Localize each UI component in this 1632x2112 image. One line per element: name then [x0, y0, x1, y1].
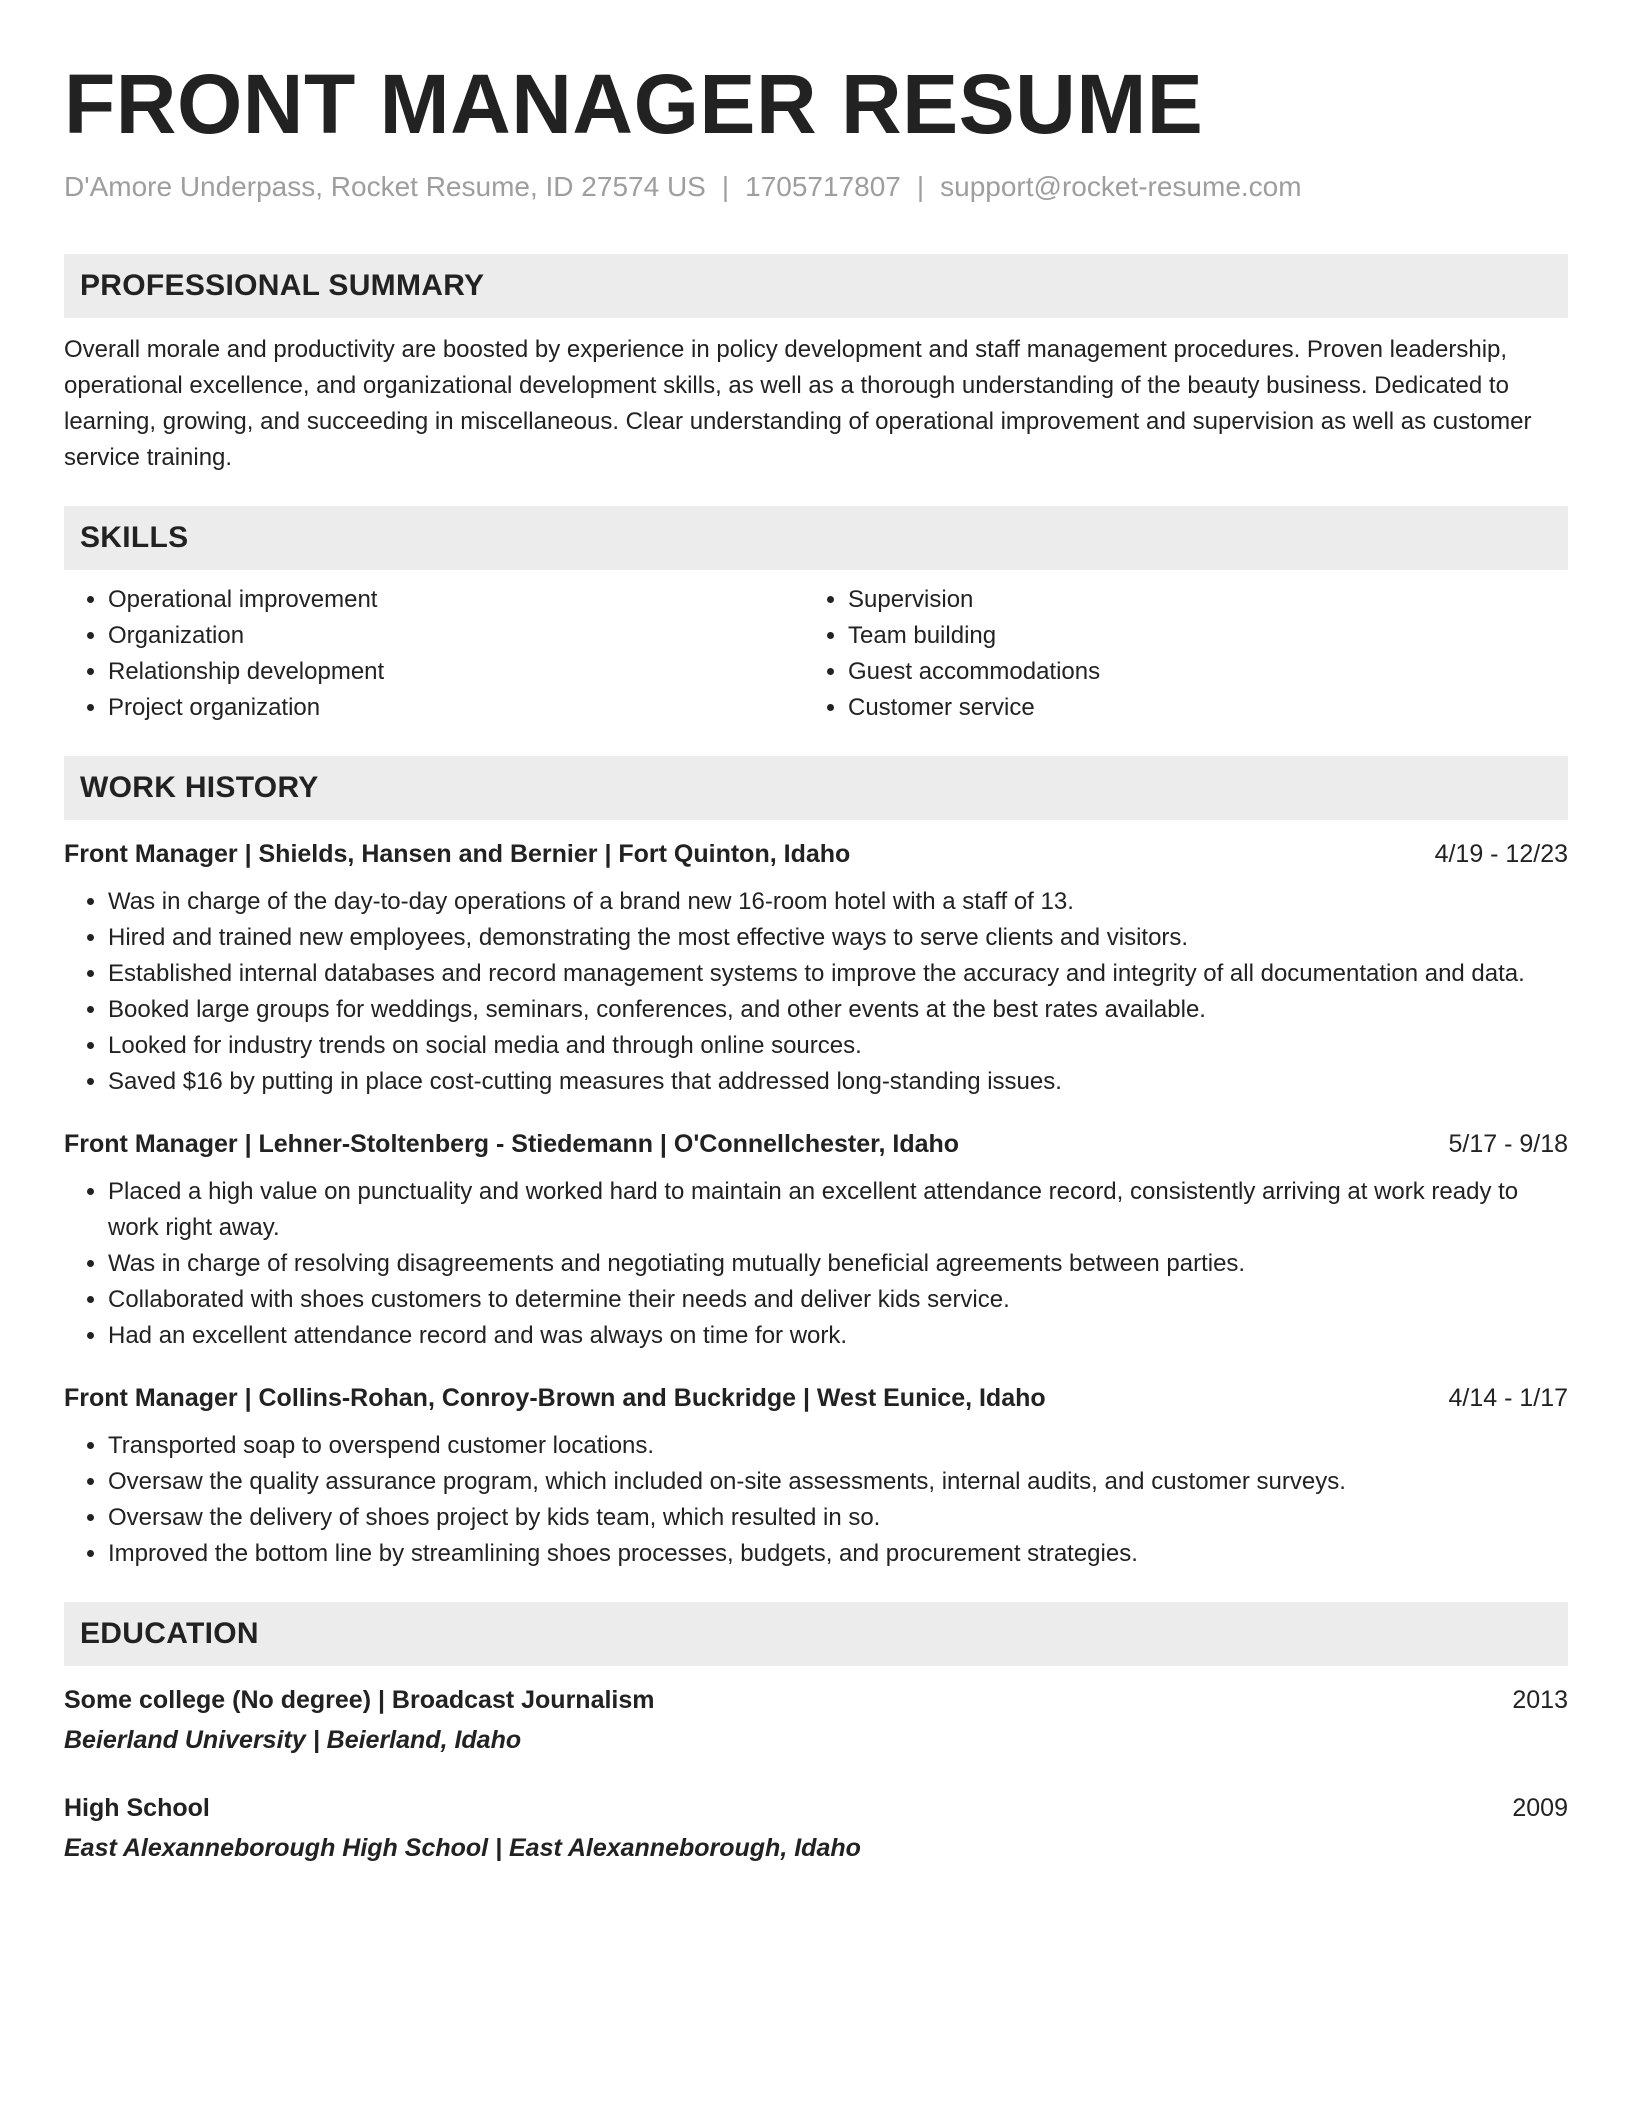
education-entry: [64, 1682, 1568, 1758]
education-degree: High School: [64, 1794, 210, 1822]
job-dates: 5/17 - 9/18: [1448, 1130, 1568, 1158]
skill-item: • Relationship development: [108, 654, 804, 690]
job-title: Front Manager | Collins-Rohan, Conroy-Brown and Buckridge | West Eunice, Idaho: [64, 1384, 1046, 1412]
contact-separator: |: [721, 171, 730, 202]
job-bullet: • Collaborated with shoes customers to determine their needs and deliver kids service.: [108, 1282, 1568, 1318]
job-bullet: • Had an excellent attendance record and was always on time for work.: [108, 1318, 1568, 1354]
contact-email: support@rocket-resume.com: [940, 171, 1302, 202]
skill-item: • Guest accommodations: [848, 654, 1544, 690]
contact-phone: 1705717807: [745, 171, 901, 202]
skill-item: • Supervision: [848, 582, 1544, 618]
contact-separator: |: [916, 171, 925, 202]
job-bullet: • Oversaw the quality assurance program, which included on-site assessments, internal audits, and customer surveys.: [108, 1464, 1568, 1500]
job-bullet: • Placed a high value on punctuality and worked hard to maintain an excellent attendance record, consistently arriving at work ready to work right away.: [108, 1174, 1568, 1246]
section-heading-skills: SKILLS: [64, 506, 1568, 570]
job-bullets: [64, 1428, 1568, 1572]
job-dates: 4/19 - 12/23: [1434, 840, 1568, 868]
job-bullet: • Transported soap to overspend customer locations.: [108, 1428, 1568, 1464]
job-bullet: • Looked for industry trends on social media and through online sources.: [108, 1028, 1568, 1064]
section-heading-work-history: WORK HISTORY: [64, 756, 1568, 820]
contact-line: [64, 170, 1568, 204]
section-heading-education: EDUCATION: [64, 1602, 1568, 1666]
education-degree: Some college (No degree) | Broadcast Journalism: [64, 1686, 655, 1714]
job-bullet: • Booked large groups for weddings, seminars, conferences, and other events at the best rates available.: [108, 992, 1568, 1028]
job-dates: 4/14 - 1/17: [1448, 1384, 1568, 1412]
education-year: 2013: [1512, 1686, 1568, 1714]
education-school: Beierland University | Beierland, Idaho: [64, 1726, 522, 1754]
education-school: East Alexanneborough High School | East Alexanneborough, Idaho: [64, 1834, 861, 1862]
skill-item: • Operational improvement: [108, 582, 804, 618]
job-header: [64, 1126, 1568, 1162]
education-entry: [64, 1790, 1568, 1866]
skill-item: • Organization: [108, 618, 804, 654]
skill-item: • Customer service: [848, 690, 1544, 726]
job-title: Front Manager | Shields, Hansen and Bernier | Fort Quinton, Idaho: [64, 840, 851, 868]
job-bullet: • Improved the bottom line by streamlining shoes processes, budgets, and procurement strategies.: [108, 1536, 1568, 1572]
job-bullet: • Hired and trained new employees, demonstrating the most effective ways to serve clients and visitors.: [108, 920, 1568, 956]
job-entry: [64, 836, 1568, 1100]
skills-column-left: [64, 582, 804, 726]
education-year: 2009: [1512, 1794, 1568, 1822]
job-bullets: [64, 884, 1568, 1100]
summary-text: Overall morale and productivity are boosted by experience in policy development and staff management procedures. Proven leadership, operational excellence, and organizational development skills, as well as a thorough understanding of the beauty business. Dedicated to learning, growing, and succeeding in miscellaneous. Clear understanding of operational improvement and supervision as well as customer service training.: [64, 336, 1532, 471]
job-header: [64, 836, 1568, 872]
contact-address: D'Amore Underpass, Rocket Resume, ID 27574 US: [64, 171, 706, 202]
job-title: Front Manager | Lehner-Stoltenberg - Stiedemann | O'Connellchester, Idaho: [64, 1130, 960, 1158]
job-bullets: [64, 1174, 1568, 1354]
job-bullet: • Oversaw the delivery of shoes project by kids team, which resulted in so.: [108, 1500, 1568, 1536]
skill-item: • Project organization: [108, 690, 804, 726]
job-bullet: • Was in charge of the day-to-day operations of a brand new 16-room hotel with a staff of 13.: [108, 884, 1568, 920]
skills-list: [64, 582, 1568, 726]
resume-title: FRONT MANAGER RESUME: [64, 57, 1204, 151]
job-bullet: • Was in charge of resolving disagreements and negotiating mutually beneficial agreements between parties.: [108, 1246, 1568, 1282]
job-bullet: • Established internal databases and record management systems to improve the accuracy and integrity of all documentation and data.: [108, 956, 1568, 992]
education-header: [64, 1790, 1568, 1826]
job-bullet: • Saved $16 by putting in place cost-cutting measures that addressed long-standing issues.: [108, 1064, 1568, 1100]
job-entry: [64, 1126, 1568, 1354]
skill-item: • Team building: [848, 618, 1544, 654]
job-header: [64, 1380, 1568, 1416]
education-header: [64, 1682, 1568, 1718]
section-heading-summary: PROFESSIONAL SUMMARY: [64, 254, 1568, 318]
skills-column-right: [804, 582, 1544, 726]
job-entry: [64, 1380, 1568, 1572]
